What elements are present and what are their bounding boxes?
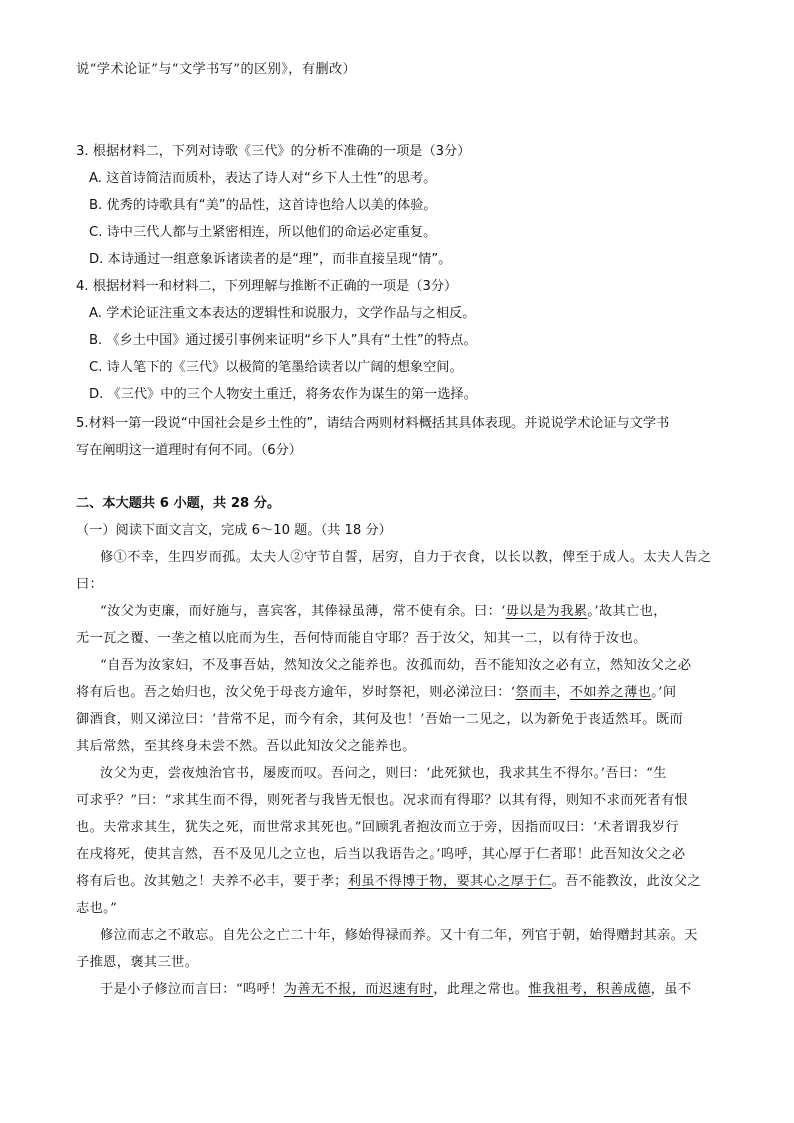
question-3-option-b: B. 优秀的诗歌具有“美”的品性，这首诗也给人以美的体验。 bbox=[89, 198, 437, 213]
question-4-option-b: B. 《乡土中国》通过援引事例来证明“乡下人”具有“土性”的特点。 bbox=[89, 333, 477, 348]
passage-line: 修泣而志之不敢忘。自先公之亡二十年，修始得禄而养。又十有二年，列官于朝，始得赠封其亲。天 bbox=[100, 928, 698, 943]
question-4-option-a: A. 学术论证注重文本表达的逻辑性和说服力，文学作品与之相反。 bbox=[89, 306, 476, 321]
passage-line: 汝父为吏，尝夜烛治官书，屡废而叹。吾问之，则曰：‘此死狱也，我求其生不得尔。’吾曰：“生 bbox=[100, 766, 667, 781]
passage-line: 志也。” bbox=[76, 901, 118, 916]
section-2-subheading: （一）阅读下面文言文，完成 6～10 题。（共 18 分） bbox=[76, 523, 392, 538]
question-4-stem: 4. 根据材料一和材料二，下列理解与推断不正确的一项是（3分） bbox=[76, 279, 458, 294]
underlined-phrase: 利虽不得博于物，要其心之厚于仁 bbox=[347, 874, 552, 889]
passage-line: 可求乎？”曰：“求其生而不得，则死者与我皆无恨也。况求而有得耶？以其有得，则知不求而死者有恨 bbox=[76, 793, 689, 808]
passage-line: 修①不幸，生四岁而孤。太夫人②守节自誓，居穷，自力于衣食，以长以教，俾至于成人。太夫人告之 bbox=[100, 550, 712, 565]
passage-line: 其后常然，至其终身未尝不然。吾以此知汝父之能养也。 bbox=[76, 739, 416, 754]
question-3-option-d: D. 本诗通过一组意象诉诸读者的是“理”，而非直接呈现“情”。 bbox=[89, 252, 452, 267]
question-5-line-2: 写在阐明这一道理时有何不同。（6分） bbox=[76, 443, 302, 458]
question-5-line-1: 5.材料一第一段说“中国社会是乡土性的”，请结合两则材料概括其具体表现。并说说学术论证与文学书 bbox=[76, 416, 670, 431]
passage-line: “自吾为汝家妇，不及事吾姑，然知汝父之能养也。汝孤而幼，吾不能知汝之必有立，然知汝父之必 bbox=[100, 658, 692, 673]
passage-line: “汝父为吏廉，而好施与，喜宾客，其俸禄虽薄，常不使有余。曰：‘毋以是为我累。’故其亡也， bbox=[100, 604, 667, 619]
question-3-option-a: A. 这首诗简洁而质朴，表达了诗人对“乡下人土性”的思考。 bbox=[89, 171, 437, 186]
passage-line: 将有后也。吾之始归也，汝父免于母丧方逾年，岁时祭祀，则必涕泣曰：‘祭而丰，不如养之薄也。’间 bbox=[76, 685, 677, 700]
underlined-phrase: 不如养之薄也 bbox=[569, 685, 652, 700]
question-4-option-c: C. 诗人笔下的《三代》以极简的笔墨给读者以广阔的想象空间。 bbox=[89, 360, 463, 375]
question-4-option-d: D. 《三代》中的三个人物安土重迁，将务农作为谋生的第一选择。 bbox=[89, 387, 477, 402]
passage-line: 将有后也。汝其勉之！夫养不必丰，要于孝；利虽不得博于物，要其心之厚于仁。吾不能教汝，此汝父之 bbox=[76, 874, 702, 889]
question-3-option-c: C. 诗中三代人都与土紧密相连，所以他们的命运必定重复。 bbox=[89, 225, 437, 240]
passage-line: 于是小子修泣而言曰：“呜呼！为善无不报，而迟速有时，此理之常也。惟我祖考，积善成德，虽不 bbox=[100, 982, 692, 997]
underlined-phrase: 惟我祖考，积善成德 bbox=[528, 982, 651, 997]
passage-line: 御酒食，则又涕泣曰：‘昔常不足，而今有余，其何及也！’吾始一二见之，以为新免于丧适然耳。既而 bbox=[76, 712, 684, 727]
section-2-heading: 二、本大题共 6 小题，共 28 分。 bbox=[76, 496, 281, 511]
passage-line: 无一瓦之覆、一垄之植以庇而为生，吾何恃而能自守耶？吾于汝父，知其一二，以有待于汝也。 bbox=[76, 631, 647, 646]
source-note: 说“学术论证”与“文学书写”的区别》，有删改） bbox=[76, 62, 357, 77]
underlined-phrase: 祭而丰 bbox=[515, 685, 557, 700]
passage-line: 也。夫常求其生，犹失之死，而世常求其死也。”回顾乳者抱汝而立于旁，因指而叹曰：‘术者谓我岁行 bbox=[76, 820, 679, 835]
passage-line: 曰： bbox=[76, 577, 104, 592]
question-3-stem: 3. 根据材料二，下列对诗歌《三代》的分析不准确的一项是（3分） bbox=[76, 144, 471, 159]
underlined-phrase: 为善无不报，而迟速有时 bbox=[283, 982, 434, 997]
passage-line: 在戌将死，使其言然，吾不及见儿之立也，后当以我语告之。’呜呼，其心厚于仁者耶！此吾知汝父之必 bbox=[76, 847, 686, 862]
underlined-phrase: 毋以是为我累 bbox=[505, 604, 588, 619]
passage-line: 子推恩，褒其三世。 bbox=[76, 955, 199, 970]
